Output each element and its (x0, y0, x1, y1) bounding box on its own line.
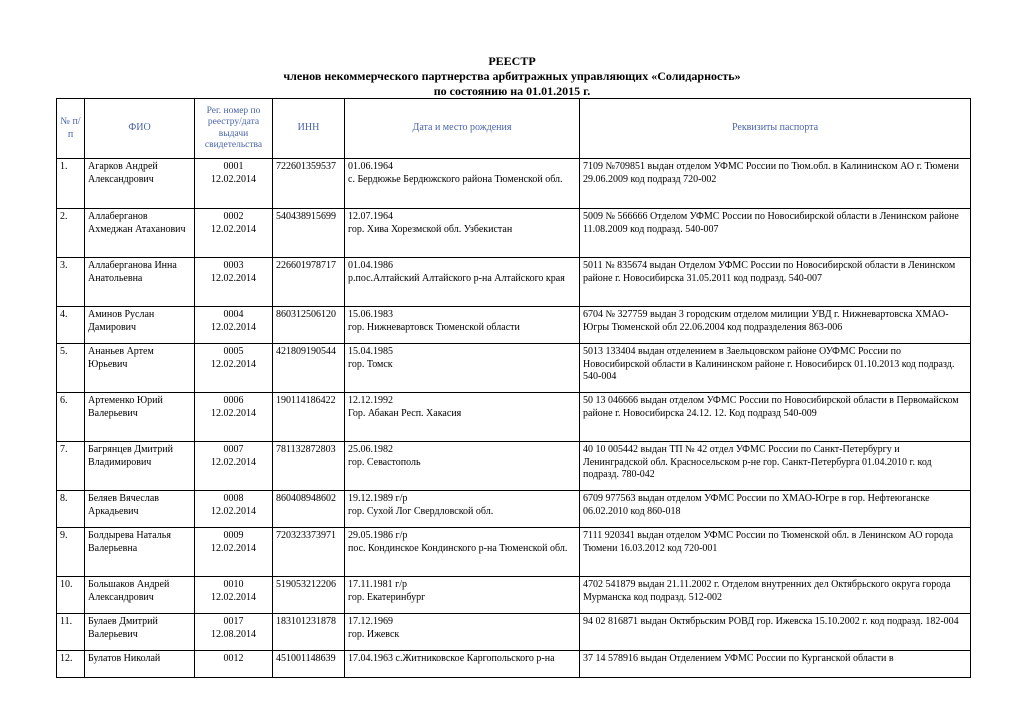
table-row (57, 159, 971, 209)
birth-date: 01.04.1986 (348, 260, 393, 271)
birth-info (345, 209, 580, 258)
person-name (85, 528, 195, 577)
column-header-inn: ИНН (273, 99, 345, 159)
certificate-date: 12.02.2014 (211, 173, 256, 185)
person-name-line1: Багрянцев Дмитрий (88, 444, 173, 455)
certificate-date: 12.02.2014 (211, 223, 256, 235)
registry-number (195, 307, 273, 344)
registry-number-value: 0017 (223, 616, 244, 627)
birth-info (345, 614, 580, 651)
row-number: 1. (57, 159, 85, 209)
row-number: 12. (57, 651, 85, 678)
certificate-date: 12.02.2014 (211, 321, 256, 333)
certificate-date: 12.02.2014 (211, 542, 256, 554)
birth-info (345, 258, 580, 307)
row-number: 5. (57, 344, 85, 393)
person-name-line2: Ахмеджан Атаханович (88, 223, 186, 235)
person-name (85, 393, 195, 442)
person-name (85, 651, 195, 678)
birth-place: Гор. Абакан Респ. Хакасия (348, 407, 462, 419)
document-date-line: по состоянию на 01.01.2015 г. (433, 84, 591, 98)
person-name-line2: Юрьевич (88, 358, 128, 370)
passport-details: 6704 № 327759 выдан 3 городским отделом милиции УВД г. Нижневартовска ХМАО-Югры Тюменской обл 22.06.2004 код подразделения 863-006 (580, 307, 971, 344)
birth-date: 17.12.1969 (348, 616, 393, 627)
birth-date: 12.12.1992 (348, 395, 393, 406)
registry-number (195, 258, 273, 307)
column-header-regnum: Рег. номер по реестру/дата выдачи свидетельства (195, 99, 273, 159)
inn-value: 860408948602 (273, 491, 345, 528)
birth-date: 12.07.1964 (348, 211, 393, 222)
birth-date: 19.12.1989 г/р (348, 493, 408, 504)
table-row (57, 393, 971, 442)
inn-value: 722601359537 (273, 159, 345, 209)
registry-number-value: 0008 (223, 493, 244, 504)
registry-number (195, 159, 273, 209)
row-number: 7. (57, 442, 85, 491)
person-name-line1: Ананьев Артем (88, 346, 154, 357)
passport-details: 4702 541879 выдан 21.11.2002 г. Отделом внутренних дел Октябрьского округа города Мурманска код подразд. 512-002 (580, 577, 971, 614)
person-name-line1: Булаев Дмитрий (88, 616, 158, 627)
birth-place: пос. Кондинское Кондинского р-на Тюменской обл. (348, 542, 568, 554)
birth-info (345, 577, 580, 614)
birth-date: 17.04.1963 с.Житниковское Каргопольского р-на (348, 653, 555, 664)
certificate-date: 12.08.2014 (211, 628, 256, 640)
registry-number (195, 344, 273, 393)
inn-value: 860312506120 (273, 307, 345, 344)
registry-number (195, 491, 273, 528)
birth-info (345, 528, 580, 577)
passport-details: 94 02 816871 выдан Октябрьским РОВД гор. Ижевска 15.10.2002 г. код подразд. 182-004 (580, 614, 971, 651)
column-header-fio: ФИО (85, 99, 195, 159)
certificate-date: 12.02.2014 (211, 358, 256, 370)
registry-number (195, 209, 273, 258)
inn-value: 183101231878 (273, 614, 345, 651)
inn-value: 190114186422 (273, 393, 345, 442)
row-number: 8. (57, 491, 85, 528)
registry-number-value: 0010 (223, 579, 244, 590)
registry-number (195, 577, 273, 614)
inn-value: 540438915699 (273, 209, 345, 258)
birth-date: 15.04.1985 (348, 346, 393, 357)
table-row (57, 577, 971, 614)
table-row (57, 442, 971, 491)
registry-number-value: 0004 (223, 309, 244, 320)
person-name (85, 258, 195, 307)
birth-place: гор. Нижневартовск Тюменской области (348, 321, 520, 333)
person-name-line1: Агарков Андрей (88, 161, 158, 172)
registry-number-value: 0003 (223, 260, 244, 271)
table-row (57, 614, 971, 651)
birth-date: 15.06.1983 (348, 309, 393, 320)
registry-number (195, 651, 273, 678)
person-name (85, 442, 195, 491)
certificate-date: 12.02.2014 (211, 456, 256, 468)
person-name-line2: Александрович (88, 591, 154, 603)
inn-value: 226601978717 (273, 258, 345, 307)
birth-date: 01.06.1964 (348, 161, 393, 172)
birth-place: р.пос.Алтайский Алтайского р-на Алтайского края (348, 272, 565, 284)
passport-details: 6709 977563 выдан отделом УФМС России по ХМАО-Югре в гор. Нефтеюганске 06.02.2010 код 860-018 (580, 491, 971, 528)
passport-details: 37 14 578916 выдан Отделением УФМС России по Курганской области в (580, 651, 971, 678)
row-number: 9. (57, 528, 85, 577)
person-name (85, 159, 195, 209)
birth-place: гор. Томск (348, 358, 393, 370)
birth-place: гор. Севастополь (348, 456, 421, 468)
person-name-line1: Большаков Андрей (88, 579, 170, 590)
person-name-line2: Валерьевич (88, 628, 138, 640)
birth-place: гор. Сухой Лог Свердловской обл. (348, 505, 494, 517)
person-name (85, 577, 195, 614)
birth-date: 17.11.1981 г/р (348, 579, 408, 590)
row-number: 4. (57, 307, 85, 344)
registry-number (195, 528, 273, 577)
row-number: 3. (57, 258, 85, 307)
certificate-date: 12.02.2014 (211, 407, 256, 419)
document-title: РЕЕСТР (488, 54, 536, 68)
table-row (57, 209, 971, 258)
table-row (57, 491, 971, 528)
person-name (85, 307, 195, 344)
birth-date: 25.06.1982 (348, 444, 393, 455)
column-header-birth: Дата и место рождения (345, 99, 580, 159)
certificate-date: 12.02.2014 (211, 591, 256, 603)
inn-value: 421809190544 (273, 344, 345, 393)
table-row (57, 651, 971, 678)
registry-number-value: 0002 (223, 211, 244, 222)
column-header-num: № п/п (57, 99, 85, 159)
registry-number (195, 614, 273, 651)
birth-info (345, 393, 580, 442)
passport-details: 5013 133404 выдан отделением в Заельцовском районе ОУФМС России по Новосибирской области в Калининском районе г. Новосибирск 01.10.2013 код подразд. 540-004 (580, 344, 971, 393)
birth-place: гор. Хива Хорезмской обл. Узбекистан (348, 223, 513, 235)
person-name-line1: Аллаберганова Инна (88, 260, 177, 271)
birth-info (345, 307, 580, 344)
person-name-line1: Беляев Вячеслав (88, 493, 160, 504)
passport-details: 5011 № 835674 выдан Отделом УФМС России по Новосибирской области в Ленинском районе г. Новосибирска 31.05.2011 код подразд. 540-007 (580, 258, 971, 307)
passport-details: 40 10 005442 выдан ТП № 42 отдел УФМС России по Санкт-Петербургу и Ленинградской обл. Красносельском р-не гор. Санкт-Петербурга 01.04.2010 г. код подразд. 780-042 (580, 442, 971, 491)
column-header-passport: Реквизиты паспорта (580, 99, 971, 159)
birth-info (345, 344, 580, 393)
registry-number-value: 0007 (223, 444, 244, 455)
person-name-line1: Болдырева Наталья (88, 530, 171, 541)
document-subtitle: членов некоммерческого партнерства арбитражных управляющих «Солидарность» (283, 69, 741, 83)
registry-number-value: 0001 (223, 161, 244, 172)
birth-place: с. Бердюжье Бердюжского района Тюменской обл. (348, 173, 563, 185)
inn-value: 519053212206 (273, 577, 345, 614)
header-row (57, 99, 971, 159)
person-name (85, 209, 195, 258)
registry-number-value: 0005 (223, 346, 244, 357)
row-number: 6. (57, 393, 85, 442)
person-name (85, 344, 195, 393)
passport-details: 50 13 046666 выдан отделом УФМС России по Новосибирской области в Первомайском районе г. Новосибирска 24.12. 12. Код подразд 540-009 (580, 393, 971, 442)
registry-number (195, 442, 273, 491)
passport-details: 7109 №709851 выдан отделом УФМС России по Тюм.обл. в Калининском АО г. Тюмени 29.06.2009 код подразд 720-002 (580, 159, 971, 209)
certificate-date: 12.02.2014 (211, 272, 256, 284)
birth-info (345, 159, 580, 209)
person-name-line1: Булатов Николай (88, 653, 161, 664)
row-number: 10. (57, 577, 85, 614)
inn-value: 781132872803 (273, 442, 345, 491)
registry-number-value: 0012 (223, 653, 244, 664)
birth-info (345, 491, 580, 528)
table-row (57, 528, 971, 577)
table-row (57, 344, 971, 393)
inn-value: 451001148639 (273, 651, 345, 678)
birth-date: 29.05.1986 г/р (348, 530, 408, 541)
passport-details: 5009 № 566666 Отделом УФМС России по Новосибирской области в Ленинском районе 11.08.2009 код подразд. 540-007 (580, 209, 971, 258)
registry-number-value: 0009 (223, 530, 244, 541)
person-name-line2: Аркадьевич (88, 505, 139, 517)
table-row (57, 258, 971, 307)
registry-number-value: 0006 (223, 395, 244, 406)
person-name-line2: Анатольевна (88, 272, 143, 284)
table-row (57, 307, 971, 344)
passport-details: 7111 920341 выдан отделом УФМС России по Тюменской обл. в Ленинском АО города Тюмени 16.03.2012 код 720-001 (580, 528, 971, 577)
person-name (85, 614, 195, 651)
person-name-line2: Валерьевна (88, 542, 138, 554)
row-number: 11. (57, 614, 85, 651)
birth-info (345, 651, 580, 678)
certificate-date: 12.02.2014 (211, 505, 256, 517)
person-name-line2: Александрович (88, 173, 154, 185)
person-name-line2: Дамирович (88, 321, 137, 333)
inn-value: 720323373971 (273, 528, 345, 577)
row-number: 2. (57, 209, 85, 258)
birth-place: гор. Ижевск (348, 628, 400, 640)
person-name-line1: Артеменко Юрий (88, 395, 163, 406)
registry-number (195, 393, 273, 442)
person-name-line2: Валерьевич (88, 407, 138, 419)
person-name-line1: Аллаберганов (88, 211, 148, 222)
person-name-line1: Аминов Руслан (88, 309, 155, 320)
registry-table (56, 98, 971, 678)
birth-info (345, 442, 580, 491)
person-name (85, 491, 195, 528)
person-name-line2: Владимирович (88, 456, 152, 468)
birth-place: гор. Екатеринбург (348, 591, 426, 603)
